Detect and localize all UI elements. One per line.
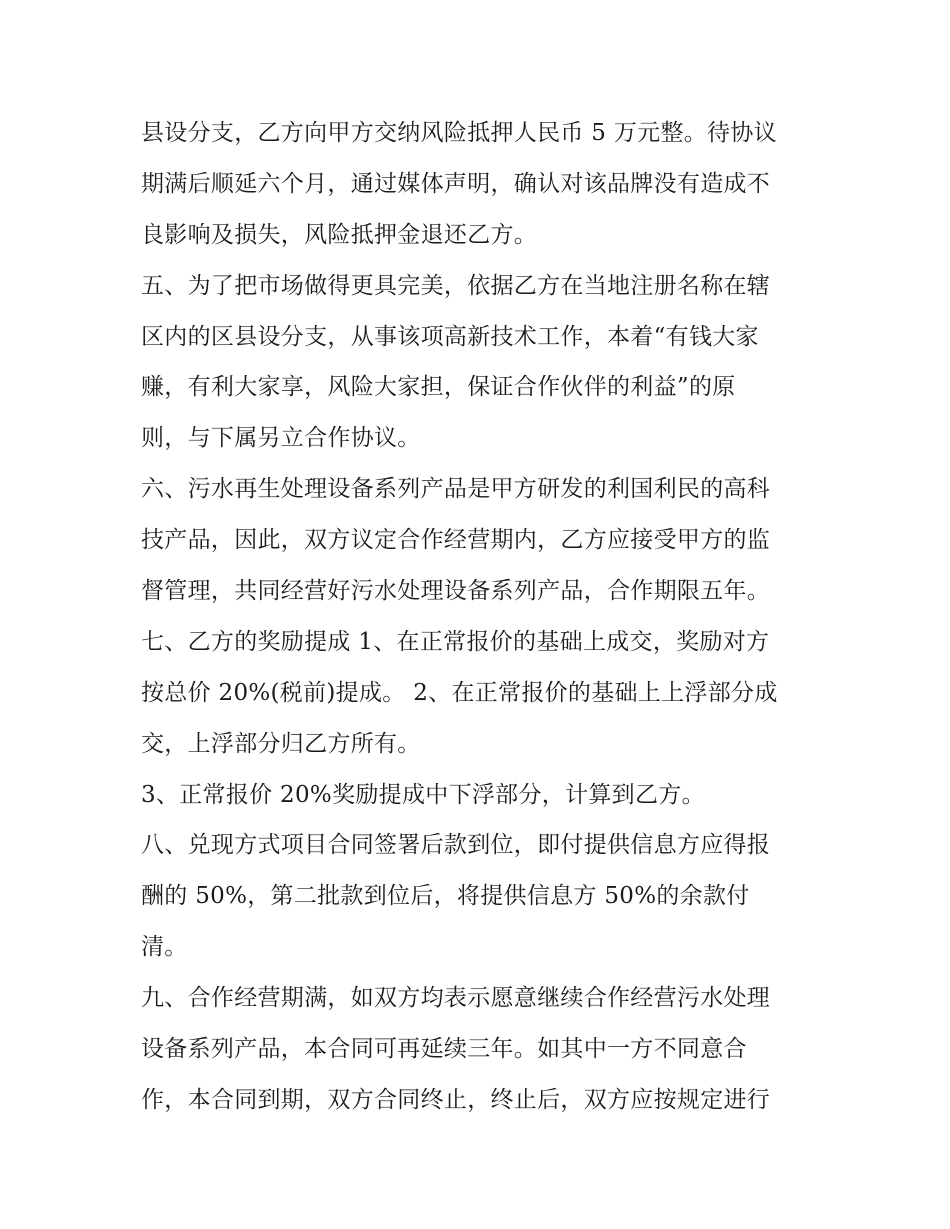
text-line: 酬的 50%，第二批款到位后，将提供信息方 50%的余款付 (141, 883, 750, 910)
text-line: 3、正常报价 20%奖励提成中下浮部分，计算到乙方。 (141, 781, 705, 808)
text-line: 则，与下属另立合作协议。 (141, 425, 421, 452)
text-line: 交，上浮部分归乙方所有。 (141, 730, 421, 757)
text-line: 督管理，共同经营好污水处理设备系列产品，合作期限五年。 (141, 578, 771, 605)
text-line: 良影响及损失，风险抵押金退还乙方。 (141, 221, 538, 248)
text-line: 五、为了把市场做得更具完美，依据乙方在当地注册名称在辖 (141, 272, 771, 299)
text-line: 清。 (141, 934, 188, 961)
text-line: 期满后顺延六个月，通过媒体声明，确认对该品牌没有造成不 (141, 170, 771, 197)
text-line: 技产品，因此，双方议定合作经营期内，乙方应接受甲方的监 (141, 527, 771, 554)
text-line: 县设分支，乙方向甲方交纳风险抵押人民币 5 万元整。待协议 (141, 120, 777, 146)
text-line: 九、合作经营期满，如双方均表示愿意继续合作经营污水处理 (141, 985, 771, 1012)
text-line: 区内的区县设分支，从事该项高新技术工作，本着“有钱大家 (141, 323, 759, 350)
text-line: 赚，有利大家享，风险大家担，保证合作伙伴的利益”的原 (141, 374, 736, 401)
text-line: 六、污水再生处理设备系列产品是甲方研发的利国利民的高科 (141, 476, 771, 503)
text-line: 设备系列产品，本合同可再延续三年。如其中一方不同意合 (141, 1036, 747, 1063)
text-line: 作，本合同到期，双方合同终止，终止后，双方应按规定进行 (141, 1086, 771, 1113)
text-line: 八、兑现方式项目合同签署后款到位，即付提供信息方应得报 (141, 832, 771, 859)
text-line: 按总价 20%(税前)提成。 2、在正常报价的基础上上浮部分成 (141, 679, 778, 706)
text-line: 七、乙方的奖励提成 1、在正常报价的基础上成交，奖励对方 (141, 628, 770, 655)
contract-body-text (141, 108, 821, 1126)
